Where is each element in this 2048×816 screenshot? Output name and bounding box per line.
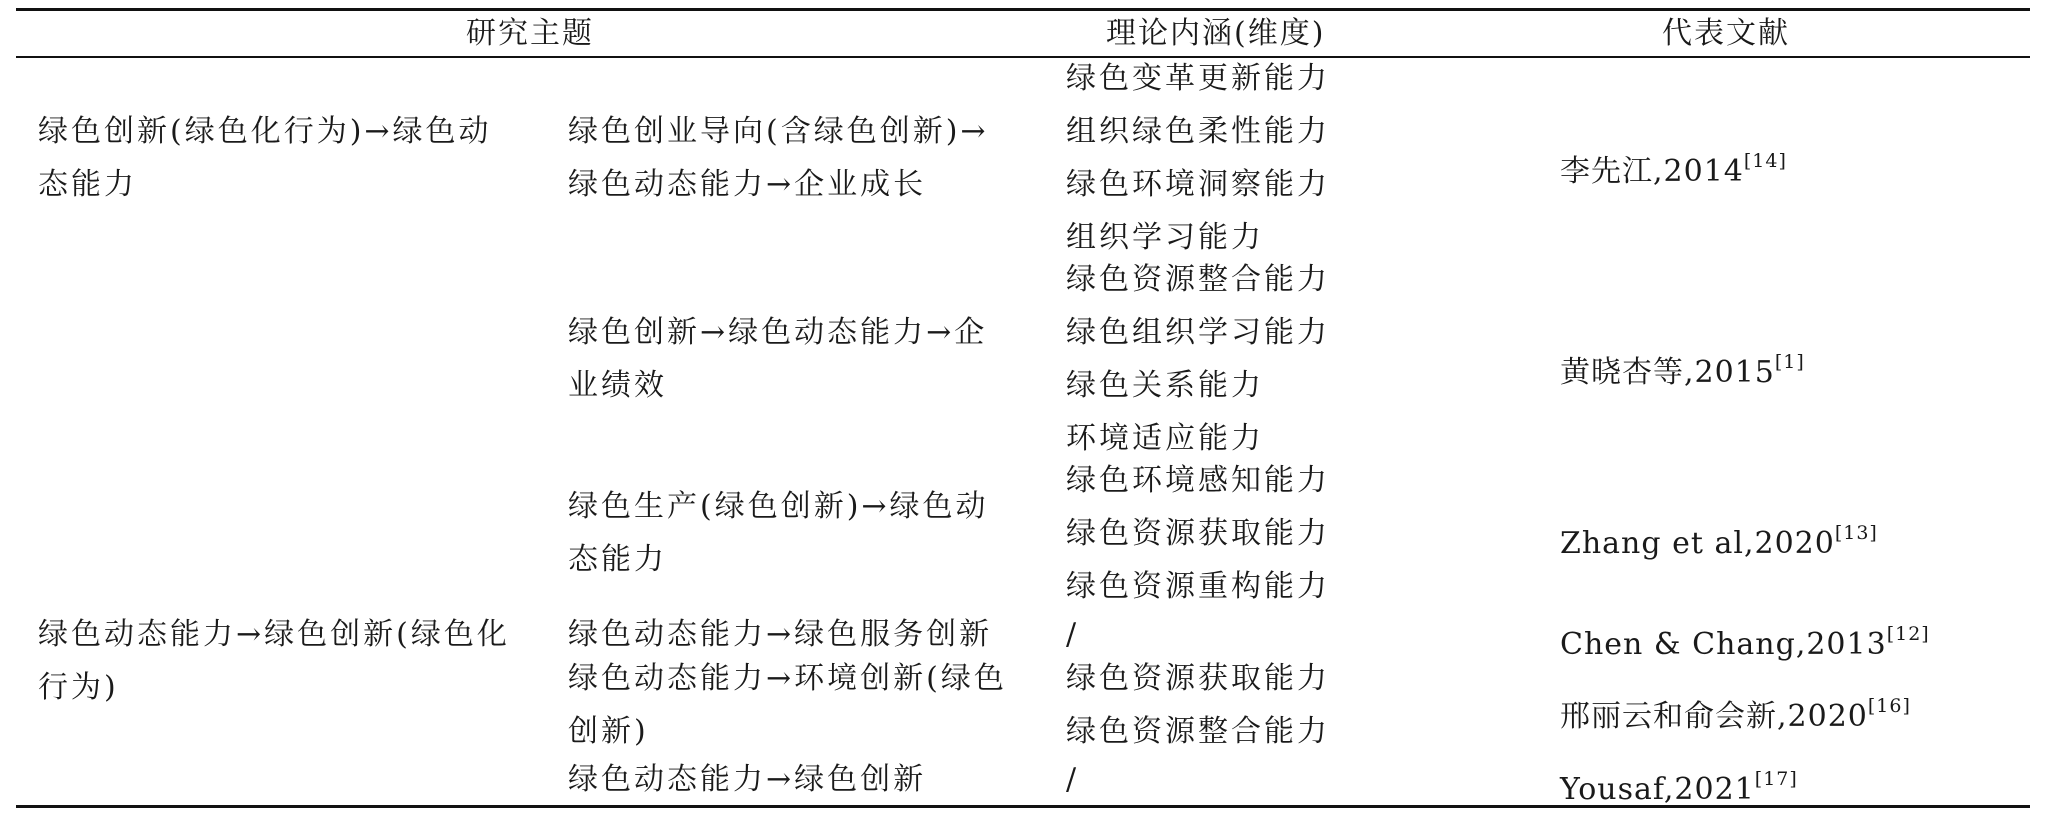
subtopic-cell: 业绩效 xyxy=(568,368,667,403)
dimension-cell: 组织绿色柔性能力 xyxy=(1066,114,1330,149)
dimension-cell: 绿色资源重构能力 xyxy=(1066,569,1330,604)
topic-cell: 态能力 xyxy=(38,167,137,202)
subtopic-cell: 绿色创业导向(含绿色创新)→ xyxy=(568,114,989,149)
subtopic-cell: 绿色动态能力→企业成长 xyxy=(568,167,927,202)
dimension-cell: 绿色组织学习能力 xyxy=(1066,315,1330,350)
citation-ref: [16] xyxy=(1867,695,1911,717)
subtopic-cell: 绿色生产(绿色创新)→绿色动 xyxy=(568,489,989,524)
citation-ref: [12] xyxy=(1886,623,1930,645)
header-dimensions: 理论内涵(维度) xyxy=(1106,16,1326,51)
dimension-cell: 绿色变革更新能力 xyxy=(1066,61,1330,96)
dimension-cell: 绿色环境感知能力 xyxy=(1066,463,1330,498)
dimension-cell: 绿色资源获取能力 xyxy=(1066,516,1330,551)
citation-ref: [1] xyxy=(1774,351,1805,373)
citation-cell: 邢丽云和俞会新,2020[16] xyxy=(1560,695,1911,734)
dimension-cell: 绿色环境洞察能力 xyxy=(1066,167,1330,202)
subtopic-cell: 绿色动态能力→绿色服务创新 xyxy=(568,617,993,652)
dimension-cell: 绿色资源整合能力 xyxy=(1066,714,1330,749)
dimension-cell: 绿色关系能力 xyxy=(1066,368,1264,403)
dimension-cell: 环境适应能力 xyxy=(1066,421,1264,456)
subtopic-cell: 绿色创新→绿色动态能力→企 xyxy=(568,315,988,350)
subtopic-cell: 态能力 xyxy=(568,542,667,577)
dimension-cell: 绿色资源获取能力 xyxy=(1066,661,1330,696)
header-research-topic: 研究主题 xyxy=(466,16,594,51)
citation-cell: Chen & Chang,2013[12] xyxy=(1560,623,1930,662)
topic-cell: 行为) xyxy=(38,670,119,705)
subtopic-cell: 创新) xyxy=(568,714,649,749)
topic-cell: 绿色创新(绿色化行为)→绿色动 xyxy=(38,114,492,149)
dimension-cell: / xyxy=(1066,762,1080,797)
subtopic-cell: 绿色动态能力→绿色创新 xyxy=(568,762,927,797)
dimension-cell: 绿色资源整合能力 xyxy=(1066,262,1330,297)
citation-cell: Zhang et al,2020[13] xyxy=(1560,522,1878,561)
citation-ref: [13] xyxy=(1834,522,1878,544)
subtopic-cell: 绿色动态能力→环境创新(绿色 xyxy=(568,661,1007,696)
citation-cell: 李先江,2014[14] xyxy=(1560,150,1787,189)
citation-ref: [14] xyxy=(1743,150,1787,172)
header-citations: 代表文献 xyxy=(1662,16,1790,51)
citation-cell: 黄晓杏等,2015[1] xyxy=(1560,351,1805,390)
citation-cell: Yousaf,2021[17] xyxy=(1560,768,1798,807)
dimension-cell: / xyxy=(1066,617,1080,652)
citation-ref: [17] xyxy=(1754,768,1798,790)
dimension-cell: 组织学习能力 xyxy=(1066,220,1264,255)
topic-cell: 绿色动态能力→绿色创新(绿色化 xyxy=(38,617,510,652)
